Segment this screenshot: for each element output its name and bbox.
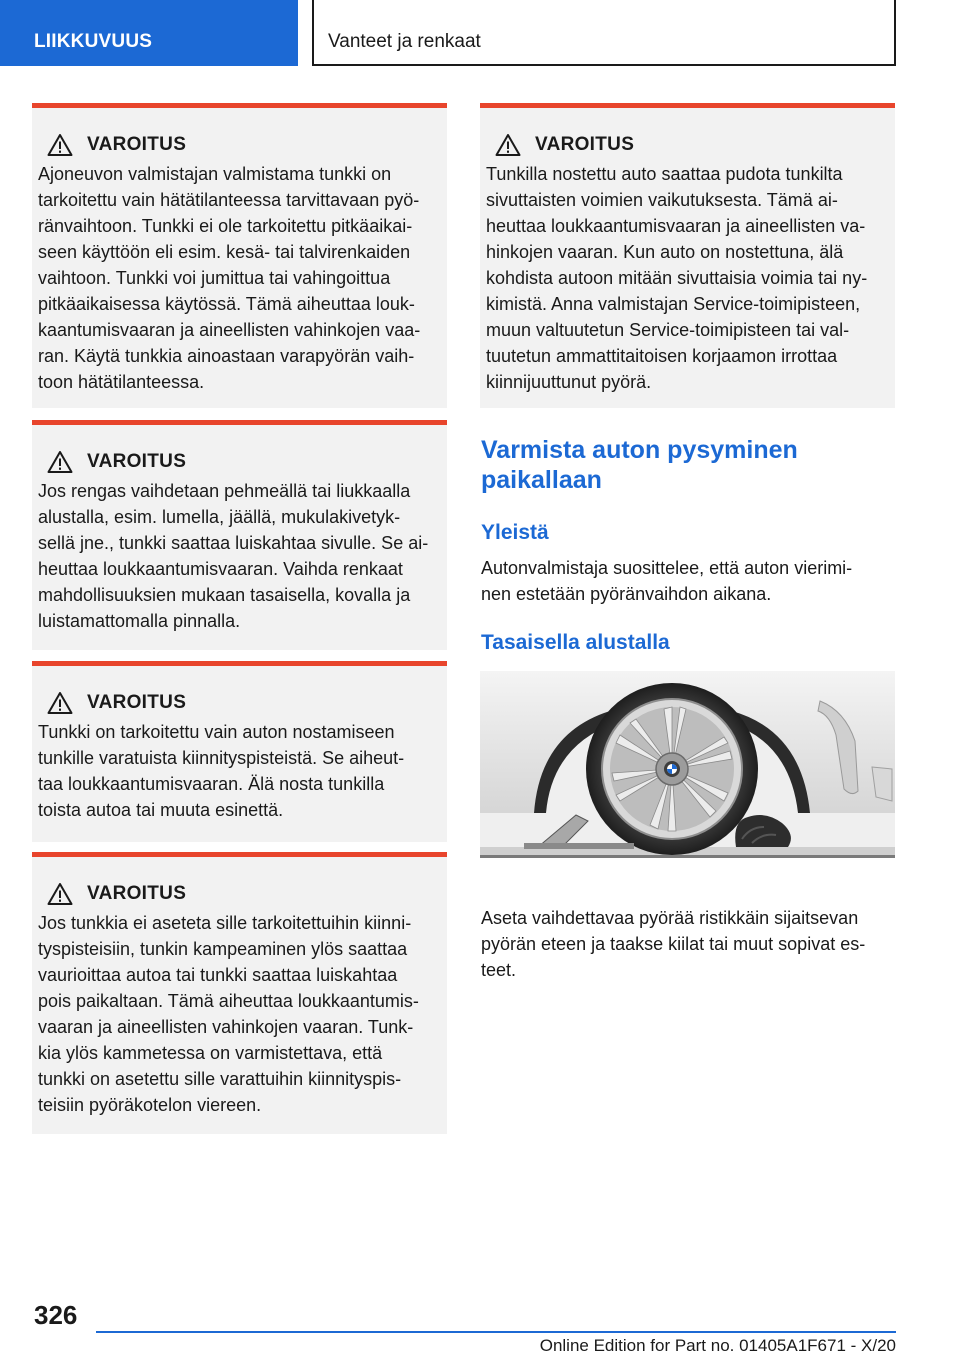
figure-baseline <box>480 855 895 858</box>
warning-box <box>32 103 447 408</box>
warning-title: VAROITUS <box>87 692 187 713</box>
warning-box <box>32 420 447 650</box>
warning-text-line: tyspisteisiin, tunkin kampeaminen ylös saattaa <box>38 939 408 959</box>
warning-text-line: vaurioittaa autoa tai tunkki saattaa luiskahtaa <box>38 965 398 985</box>
warning-text-line: sivuttaisten voimien vaikutuksesta. Tämä ai‐ <box>486 190 838 210</box>
warning-text-line: heuttaa loukkaantumisvaaran. Vaihda renkaat <box>38 559 403 579</box>
warning-text-line: Tunkki on tarkoitettu vain auton nostamiseen <box>38 722 395 742</box>
paragraph-line: Autonvalmistaja suosittelee, että auton vierimi‐ <box>481 558 853 578</box>
warning-text-line: Jos rengas vaihdetaan pehmeällä tai liukkaalla <box>38 481 411 501</box>
warning-text-line: tunkille varatuista kiinnityspisteistä. Se aiheut‐ <box>38 748 405 768</box>
warning-text-line: Tunkilla nostettu auto saattaa pudota tunkilta <box>486 164 843 184</box>
wheel-chock-illustration <box>480 671 895 858</box>
warning-box <box>32 661 447 842</box>
caption-line: teet. <box>481 960 517 980</box>
section-tab: LIIKKUVUUS <box>0 0 298 66</box>
footer-rule <box>96 1331 896 1333</box>
warning-triangle-icon <box>47 133 73 157</box>
warning-text-line: vaaran ja aineellisten vahinkojen vaaran. Tunk‐ <box>38 1017 414 1037</box>
warning-text-line: muun valtuutetun Service-toimipisteen tai val‐ <box>486 320 850 340</box>
warning-text-line: ränvaihtoon. Tunkki ei ole tarkoitettu pitkäaikai‐ <box>38 216 413 236</box>
warning-text-line: kimistä. Anna valmistajan Service-toimipisteen, <box>486 294 861 314</box>
paragraph-line: nen estetään pyöränvaihdon aikana. <box>481 584 772 604</box>
warning-text-line: kohdista autoon mitään sivuttaisia voimia tai ny‐ <box>486 268 868 288</box>
warning-text-line: Jos tunkkia ei aseteta sille tarkoitettuihin kiinni‐ <box>38 913 412 933</box>
warning-text-line: seen käyttöön eli esim. kesä- tai talvirenkaiden <box>38 242 411 262</box>
warning-text-line: tuutetun ammattitaitoisen korjaamon irrottaa <box>486 346 838 366</box>
subheading-general: Yleistä <box>481 521 549 544</box>
warning-text-line: pitkäaikaisessa käytössä. Tämä aiheuttaa louk‐ <box>38 294 415 314</box>
warning-text-line: kiinnijuuttunut pyörä. <box>486 372 652 392</box>
warning-text-line: vaihtoon. Tunkki voi jumittua tai vahingoittua <box>38 268 391 288</box>
warning-text-line: sellä jne., tunkki saattaa luiskahtaa sivulle. Se ai‐ <box>38 533 429 553</box>
section-heading-cont: paikallaan <box>481 466 602 494</box>
warning-text-line: tunkki on asetettu sille varattuihin kiinnityspis‐ <box>38 1069 402 1089</box>
warning-text-line: mahdollisuuksien mukaan tasaisella, kovalla ja <box>38 585 411 605</box>
warning-text-line: hinkojen vaaran. Kun auto on nostettuna, älä <box>486 242 844 262</box>
page-number: 326 <box>34 1300 78 1330</box>
caption-line: pyörän eteen ja taakse kiilat tai muut sopivat es‐ <box>481 934 866 954</box>
caption-line: Aseta vaihdettavaa pyörää ristikkäin sijaitsevan <box>481 908 859 928</box>
warning-box <box>32 852 447 1134</box>
warning-text-line: toista autoa tai muuta esinettä. <box>38 800 284 820</box>
warning-title: VAROITUS <box>87 883 187 904</box>
warning-title: VAROITUS <box>87 451 187 472</box>
warning-text-line: ran. Käytä tunkkia ainoastaan varapyörän vaih‐ <box>38 346 415 366</box>
warning-text-line: toon hätätilanteessa. <box>38 372 205 392</box>
warning-text-line: pois paikaltaan. Tämä aiheuttaa loukkaantumis‐ <box>38 991 419 1011</box>
warning-title: VAROITUS <box>535 134 635 155</box>
warning-text-line: Ajoneuvon valmistajan valmistama tunkki on <box>38 164 392 184</box>
warning-text-line: luistamattomalla pinnalla. <box>38 611 241 631</box>
subheading-flat-surface: Tasaisella alustalla <box>481 631 670 654</box>
warning-box <box>480 103 895 408</box>
section-heading: Varmista auton pysyminen <box>481 436 798 464</box>
warning-text-line: taa loukkaantumisvaaran. Älä nosta tunkilla <box>38 774 385 794</box>
warning-triangle-icon <box>47 882 73 906</box>
warning-text-line: teisiin pyöräkotelon viereen. <box>38 1095 262 1115</box>
warning-text-line: heuttaa loukkaantumisvaaran ja aineellisten va‐ <box>486 216 866 236</box>
warning-triangle-icon <box>495 133 521 157</box>
warning-title: VAROITUS <box>87 134 187 155</box>
warning-text-line: alustalla, esim. lumella, jäällä, mukulakivetyk‐ <box>38 507 401 527</box>
warning-text-line: kia ylös kammetessa on varmistettava, että <box>38 1043 383 1063</box>
warning-text-line: kaantumisvaaran ja aineellisten vahinkojen vaa‐ <box>38 320 421 340</box>
warning-triangle-icon <box>47 450 73 474</box>
car-wheel-drawing <box>480 671 895 858</box>
warning-text-line: tarkoitettu vain hätätilanteessa tarvittavaan pyö‐ <box>38 190 420 210</box>
warning-triangle-icon <box>47 691 73 715</box>
edition-info: Online Edition for Part no. 01405A1F671 - X/20 <box>539 1336 896 1355</box>
chapter-title: Vanteet ja renkaat <box>312 0 896 66</box>
